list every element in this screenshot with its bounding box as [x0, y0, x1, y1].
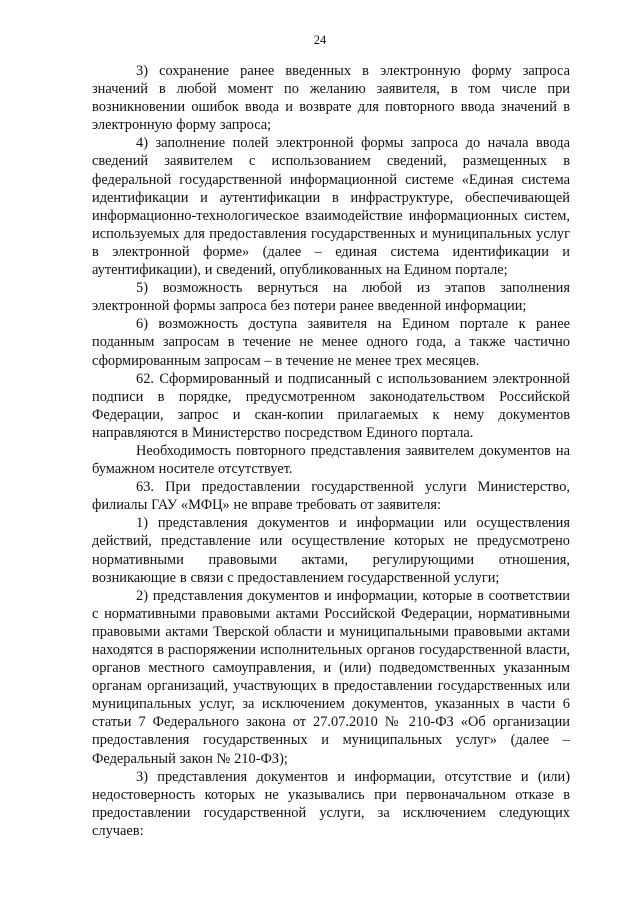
paragraph-clause-62: 62. Сформированный и подписанный с использованием электронной подписи в порядке, предусмотренном законодательством Российской Федерации, запрос и скан-копии прилагаемых к нему документов направляются в Министерство посредством Единого портала. [92, 370, 570, 441]
paragraph-clause-63-item-2: 2) представления документов и информации, которые в соответствии с нормативными правовыми актами Российской Федерации, нормативными правовыми актами Тверской области и муниципальными правовыми актами находятся в распоряжении исполнительных органов государственной власти, органов местного самоуправления, и (или) подведомственных указанным органам организаций, участвующих в предоставлении государственных или муниципальных услуг, за исключением документов, указанных в части 6 статьи 7 Федерального закона от 27.07.2010 № 210-ФЗ «Об организации предоставления государственных и муниципальных услуг» (далее – Федеральный закон № 210-ФЗ); [92, 587, 570, 767]
paragraph-clause-63-item-1: 1) представления документов и информации или осуществления действий, представление или осуществление которых не предусмотрено нормативными правовыми актами, регулирующими отношения, возникающие в связи с предоставлением государственной услуги; [92, 515, 570, 586]
paragraph-clause-63: 63. При предоставлении государственной услуги Министерство, филиалы ГАУ «МФЦ» не вправе требовать от заявителя: [92, 479, 570, 514]
page-number: 24 [313, 33, 327, 47]
document-body [92, 62, 570, 840]
paragraph-no-paper-resubmission: Необходимость повторного представления заявителем документов на бумажном носителе отсутствует. [92, 442, 570, 478]
paragraph-item-5-return-to-step: 5) возможность вернуться на любой из этапов заполнения электронной формы запроса без потери ранее введенной информации; [92, 280, 570, 315]
paragraph-item-6-access-requests: 6) возможность доступа заявителя на Едином портале к ранее поданным запросам в течение не менее одного года, а также частично сформированным запросам – в течение не менее трех месяцев. [92, 316, 570, 369]
paragraph-clause-63-item-3: 3) представления документов и информации, отсутствие и (или) недостоверность которых не указывались при первоначальном отказе в предоставлении государственной услуги, за исключением следующих случаев: [92, 768, 570, 839]
paragraph-item-4-autofill: 4) заполнение полей электронной формы запроса до начала ввода сведений заявителем с использованием сведений, размещенных в федеральной государственной информационной системе «Единая система идентификации и аутентификации в инфраструктуре, обеспечивающей информационно-технологическое взаимодействие информационных систем, используемых для предоставления государственных и муниципальных услуг в электронной форме» (далее – единая система идентификации и аутентификации), и сведений, опубликованных на Едином портале; [92, 135, 570, 279]
paragraph-item-3-save-values: 3) сохранение ранее введенных в электронную форму запроса значений в любой момент по желанию заявителя, в том числе при возникновении ошибок ввода и возврате для повторного ввода значений в электронную форму запроса; [92, 63, 570, 134]
